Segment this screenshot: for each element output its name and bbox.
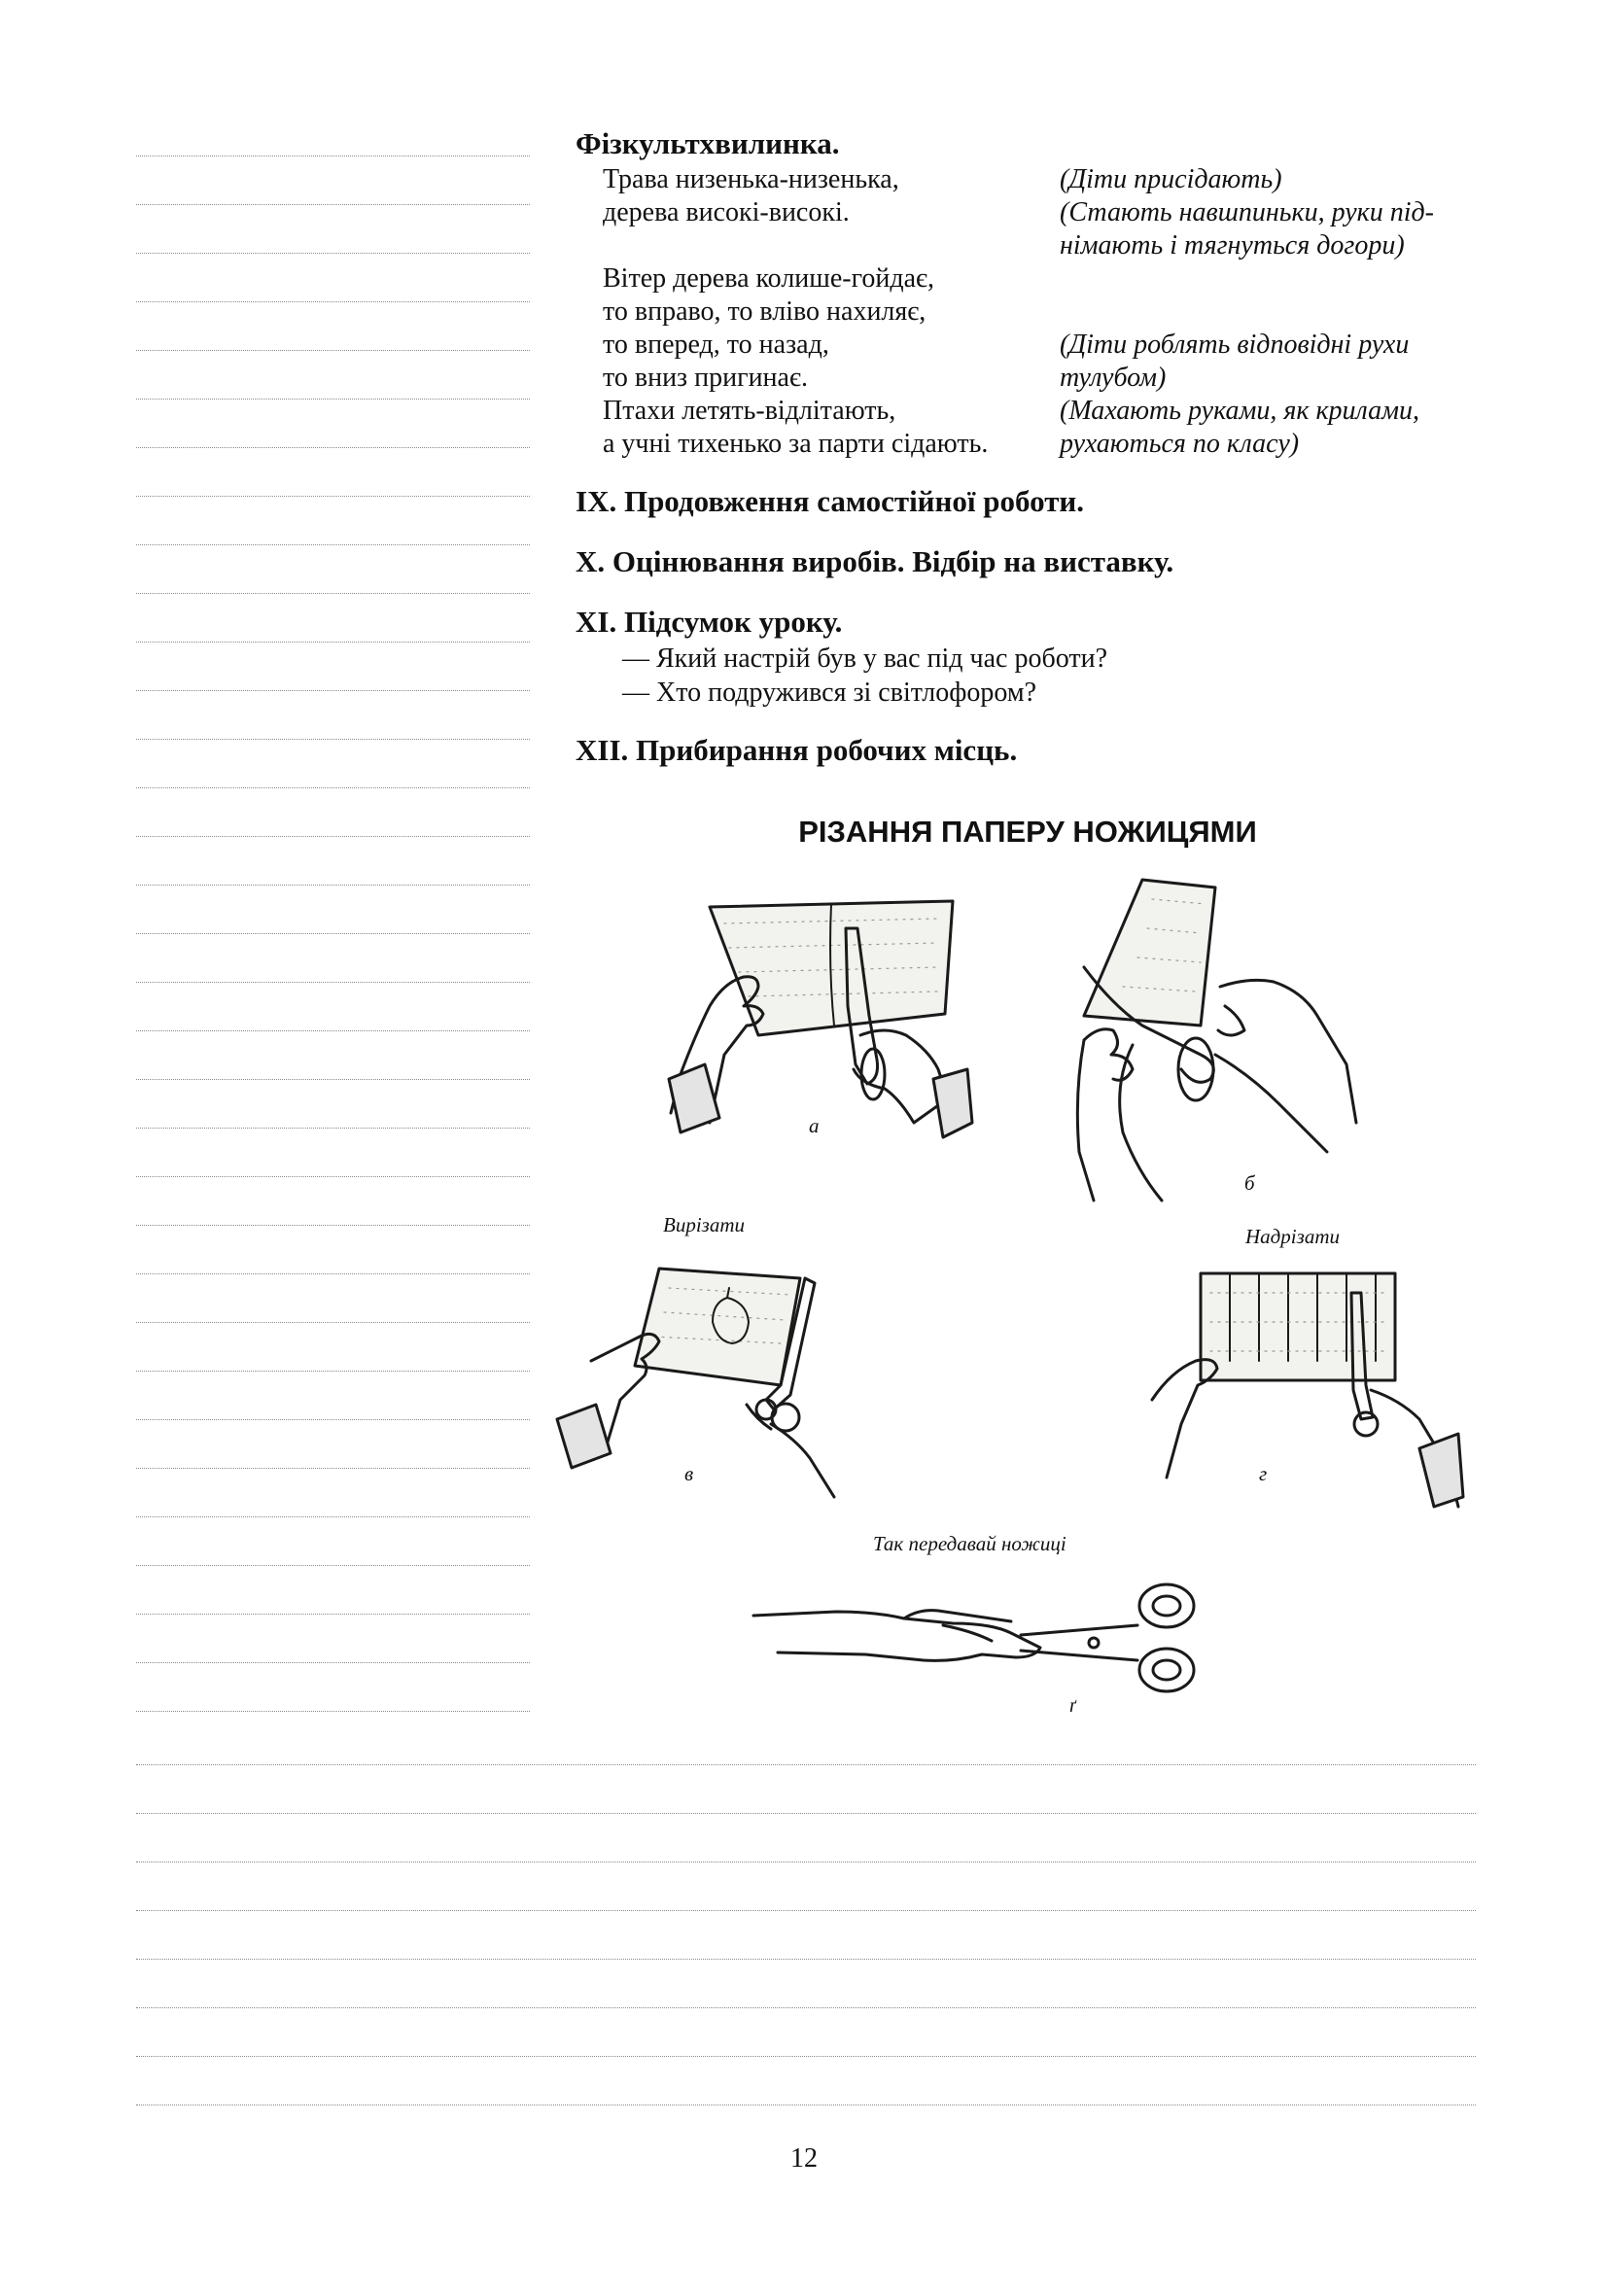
- verse-line: Трава низенька-низенька,: [603, 164, 899, 194]
- action-note: (Діти присідають): [1060, 164, 1282, 194]
- cutting-illustration-v: [552, 1254, 873, 1512]
- action-note: (Стають навшпиньки, руки під-: [1060, 197, 1434, 227]
- cutting-illustration-h: [1128, 1254, 1463, 1512]
- verse-line: то вправо, то вліво нахиляє,: [603, 296, 926, 327]
- poem-row: [603, 262, 1480, 296]
- poem-row: [603, 229, 1480, 262]
- verse-line: Вітер дерева колише-гойдає,: [603, 263, 935, 294]
- verse-line: дерева високі-високі.: [603, 197, 850, 227]
- caption-pass-scissors: Так передавай ножиці: [873, 1532, 1066, 1555]
- section-xii-heading: XII. Прибирання робочих місць.: [576, 733, 1018, 767]
- poem-row: [603, 362, 1480, 395]
- action-note: німають і тягнуться догори): [1060, 230, 1405, 261]
- figure-label-g: ґ: [1069, 1693, 1076, 1717]
- physminute-poem: [603, 163, 1480, 461]
- poem-row: [603, 196, 1480, 229]
- illustration-title: РІЗАННЯ ПАПЕРУ НОЖИЦЯМИ: [798, 815, 1257, 849]
- lesson-content: [576, 124, 1480, 770]
- section-xi-heading: XI. Підсумок уроку.: [576, 605, 843, 639]
- verse-line: [603, 229, 1060, 262]
- poem-row: [603, 296, 1480, 329]
- passing-scissors-illustration: [749, 1565, 1230, 1696]
- figure-label-v: в: [684, 1462, 694, 1485]
- poem-row: [603, 428, 1480, 461]
- poem-row: [603, 395, 1480, 428]
- figure-label-a: а: [809, 1114, 820, 1137]
- cutting-illustration-a: [651, 889, 972, 1147]
- verse-line: а учні тихенько за парти сідають.: [603, 429, 989, 459]
- section-x-heading: X. Оцінювання виробів. Відбір на виставку.: [576, 544, 1174, 578]
- caption-cut-out: Вирізати: [663, 1213, 746, 1236]
- section-ix-heading: IX. Продовження самостійної роботи.: [576, 484, 1085, 518]
- verse-line: то вперед, то назад,: [603, 330, 829, 360]
- action-note: рухаються по класу): [1060, 429, 1300, 459]
- verse-line: то вниз пригинає.: [603, 363, 808, 393]
- page-number: 12: [790, 2143, 818, 2174]
- action-note: тулубом): [1060, 363, 1167, 393]
- poem-row: [603, 329, 1480, 362]
- summary-question: — Який настрій був у вас під час роботи?: [622, 644, 1108, 674]
- action-note: (Діти роблять відповідні рухи: [1060, 330, 1410, 360]
- cutting-illustration-b: [1055, 860, 1366, 1210]
- action-note: (Махають руками, як крилами,: [1060, 396, 1419, 426]
- physminute-heading: Фізкультхвилинка.: [576, 126, 840, 160]
- figure-label-h: г: [1259, 1462, 1268, 1485]
- poem-row: [603, 163, 1480, 196]
- figure-label-b: б: [1244, 1171, 1255, 1195]
- verse-line: Птахи летять-відлітають,: [603, 396, 896, 426]
- summary-question: — Хто подружився зі світлофором?: [622, 678, 1037, 708]
- caption-incise: Надрізати: [1245, 1225, 1340, 1248]
